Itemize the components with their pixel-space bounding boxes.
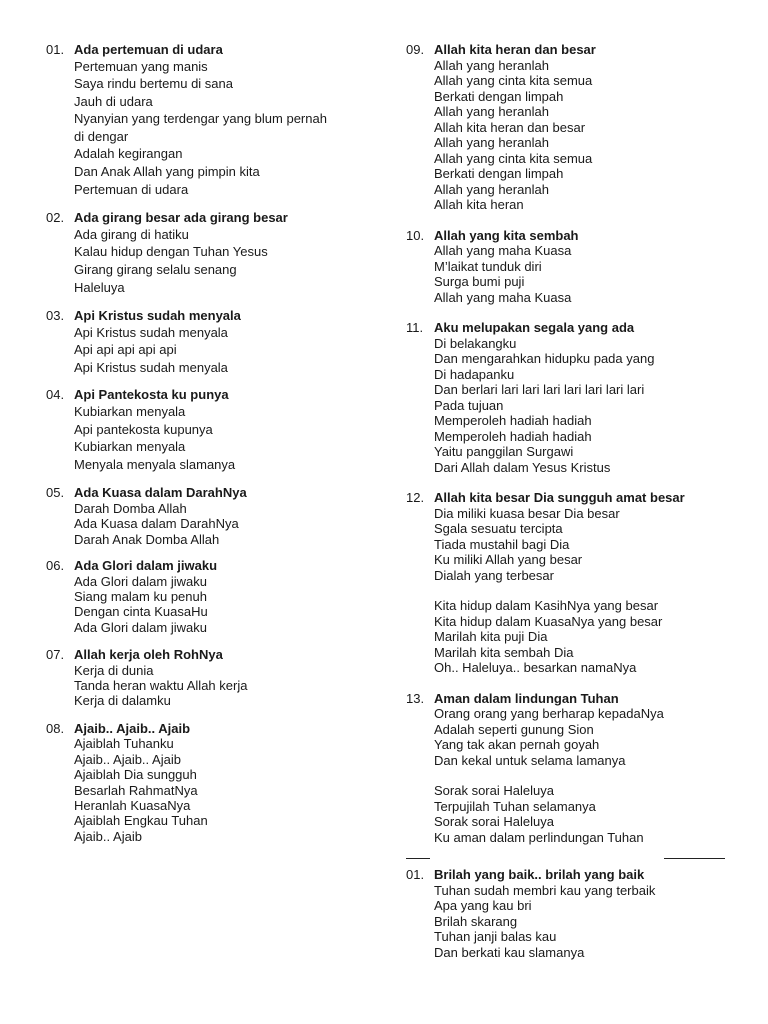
song-title: Allah yang kita sembah — [434, 227, 579, 243]
lyric-line: Ada Kuasa dalam DarahNya — [74, 516, 239, 532]
song-body — [434, 867, 736, 960]
lyric-line: Tuhan sudah membri kau yang terbaik — [434, 882, 656, 898]
lyric-line: Berkati dengan limpah — [434, 88, 564, 104]
song-body — [434, 320, 736, 475]
song-number: 02. — [46, 210, 65, 226]
lyric-line: Darah Anak Domba Allah — [74, 531, 220, 547]
song-number: 10. — [406, 227, 425, 243]
song-number: 12. — [406, 490, 425, 505]
lyric-line: Dan berkati kau slamanya — [434, 944, 585, 960]
song-body — [74, 485, 366, 547]
song-body — [434, 691, 736, 846]
lyric-line: Memperoleh hadiah hadiah — [434, 413, 592, 428]
song-title: Api Kristus sudah menyala — [74, 308, 241, 324]
lyric-line: Heranlah KuasaNya — [74, 797, 191, 813]
song-number: 11. — [406, 320, 424, 335]
lyric-line: Oh.. Haleluya.. besarkan namaNya — [434, 660, 637, 675]
song-entry — [46, 721, 366, 844]
lyric-line: Ajaib.. Ajaib.. Ajaib — [74, 751, 181, 767]
lyric-line: Siang malam ku penuh — [74, 588, 207, 604]
lyric-line: Kita hidup dalam KuasaNya yang besar — [434, 613, 663, 629]
song-number: 13. — [406, 690, 425, 706]
song-body — [74, 647, 366, 709]
song-entry — [46, 647, 366, 709]
song-title: Allah kita heran dan besar — [434, 42, 596, 57]
lyric-line: Ajaiblah Tuhanku — [74, 736, 174, 752]
lyric-line: Allah yang heranlah — [434, 104, 549, 119]
song-entry — [46, 42, 366, 198]
lyric-line: Kubiarkan menyala — [74, 403, 186, 419]
song-title: Api Pantekosta ku punya — [74, 387, 229, 403]
song-entry — [46, 387, 366, 473]
song-body — [74, 42, 366, 198]
lyric-line: M’laikat tunduk diri — [434, 258, 542, 274]
stanza-gap — [434, 583, 736, 598]
song-title: Ada Glori dalam jiwaku — [74, 558, 218, 573]
song-number: 08. — [46, 720, 65, 736]
lyric-line: Besarlah RahmatNya — [74, 782, 198, 798]
lyric-line: Dari Allah dalam Yesus Kristus — [434, 459, 611, 475]
lyric-line: Dialah yang terbesar — [434, 567, 554, 583]
lyric-line: Ada girang di hatiku — [74, 226, 189, 242]
song-title: Ajaib.. Ajaib.. Ajaib — [74, 720, 191, 736]
stanza-gap — [434, 768, 736, 783]
lyric-line: Ada Glori dalam jiwaku — [74, 573, 207, 589]
lyric-line: Menyala menyala slamanya — [74, 456, 236, 472]
lyric-line: Nyanyian yang terdengar yang blum pernah — [74, 111, 327, 127]
lyric-line: Dan Anak Allah yang pimpin kita — [74, 164, 260, 180]
song-entry — [46, 210, 366, 296]
lyric-line: di dengar — [74, 128, 129, 144]
song-number: 01. — [46, 42, 65, 57]
song-entry — [406, 691, 736, 846]
song-number: 07. — [46, 647, 65, 663]
song-number: 06. — [46, 558, 65, 573]
lyric-line: Marilah kita puji Dia — [434, 629, 548, 644]
lyric-line: Allah yang maha Kuasa — [434, 289, 572, 305]
song-body — [74, 387, 366, 473]
song-title: Allah kerja oleh RohNya — [74, 647, 223, 663]
lyric-line: Adalah kegirangan — [74, 146, 183, 162]
lyric-line: Tanda heran waktu Allah kerja — [74, 678, 248, 694]
song-title: Brilah yang baik.. brilah yang baik — [434, 867, 645, 882]
lyric-line: Berkati dengan limpah — [434, 166, 564, 181]
lyric-line: Orang orang yang berharap kepadaNya — [434, 706, 664, 721]
song-entry — [46, 485, 366, 547]
lyric-line: Allah yang heranlah — [434, 135, 549, 150]
lyric-line: Allah yang cinta kita semua — [434, 73, 593, 88]
lyric-line: Allah yang heranlah — [434, 181, 549, 197]
lyric-line: Sgala sesuatu tercipta — [434, 521, 563, 536]
lyric-line: Ku aman dalam perlindungan Tuhan — [434, 829, 644, 845]
song-entry — [46, 558, 366, 635]
lyric-line: Kalau hidup dengan Tuhan Yesus — [74, 244, 268, 260]
lyric-line: Ku miliki Allah yang besar — [434, 552, 583, 567]
lyric-line: Marilah kita sembah Dia — [434, 644, 574, 660]
section-rule-left — [406, 858, 430, 859]
song-body — [434, 490, 736, 676]
lyric-line: Ajaib.. Ajaib — [74, 828, 142, 844]
lyric-line: Tuhan janji balas kau — [434, 929, 557, 944]
section-rule-right — [664, 858, 725, 859]
lyric-line: Pertemuan di udara — [74, 181, 189, 197]
song-body — [74, 210, 366, 296]
song-title: Ada Kuasa dalam DarahNya — [74, 485, 247, 501]
lyric-line: Pada tujuan — [434, 397, 504, 413]
lyric-line: Haleluya — [74, 279, 125, 295]
lyric-line: Terpujilah Tuhan selamanya — [434, 798, 596, 814]
song-entry — [406, 867, 736, 960]
lyric-line: Darah Domba Allah — [74, 500, 187, 516]
lyric-line: Kerja di dalamku — [74, 693, 171, 709]
song-entry — [406, 228, 736, 306]
lyric-line: Allah kita heran dan besar — [434, 119, 586, 135]
song-number: 09. — [406, 42, 425, 57]
lyric-line: Api api api api api — [74, 342, 177, 358]
song-number: 05. — [46, 485, 65, 501]
lyric-line: Kita hidup dalam KasihNya yang besar — [434, 598, 659, 613]
lyric-line: Kerja di dunia — [74, 662, 154, 678]
song-title: Aku melupakan segala yang ada — [434, 320, 635, 335]
song-body — [434, 228, 736, 306]
song-title: Aman dalam lindungan Tuhan — [434, 690, 619, 706]
lyric-line: Brilah skarang — [434, 913, 518, 929]
lyric-line: Tiada mustahil bagi Dia — [434, 536, 570, 552]
song-entry — [406, 490, 736, 676]
lyric-line: Ada Glori dalam jiwaku — [74, 619, 207, 635]
lyric-line: Allah yang cinta kita semua — [434, 150, 593, 166]
lyric-line: Dan mengarahkan hidupku pada yang — [434, 351, 655, 366]
song-entry — [406, 42, 736, 213]
lyric-line: Dengan cinta KuasaHu — [74, 604, 208, 620]
lyric-line: Adalah seperti gunung Sion — [434, 721, 594, 737]
song-body — [74, 558, 366, 635]
left-column — [46, 42, 366, 844]
song-entry — [46, 308, 366, 376]
lyric-line: Memperoleh hadiah hadiah — [434, 428, 592, 444]
lyric-line: Allah yang maha Kuasa — [434, 243, 572, 258]
lyric-line: Di hadapanku — [434, 366, 515, 382]
lyric-line: Jauh di udara — [74, 93, 153, 109]
lyric-line: Girang girang selalu senang — [74, 261, 237, 277]
lyric-line: Kubiarkan menyala — [74, 439, 186, 455]
lyric-line: Apa yang kau bri — [434, 898, 532, 913]
lyric-line: Allah yang heranlah — [434, 57, 549, 73]
lyric-line: Allah kita heran — [434, 197, 524, 212]
song-number: 03. — [46, 308, 65, 324]
lyric-line: Api Kristus sudah menyala — [74, 359, 228, 375]
lyric-line: Di belakangku — [434, 335, 517, 351]
lyric-line: Api pantekosta kupunya — [74, 421, 213, 437]
lyric-line: Surga bumi puji — [434, 274, 525, 289]
song-title: Allah kita besar Dia sungguh amat besar — [434, 490, 685, 505]
lyric-line: Yang tak akan pernah goyah — [434, 737, 600, 752]
song-title: Ada girang besar ada girang besar — [74, 210, 288, 226]
lyric-line: Yaitu panggilan Surgawi — [434, 444, 574, 459]
lyric-line: Pertemuan yang manis — [74, 58, 208, 74]
lyric-line: Saya rindu bertemu di sana — [74, 76, 233, 92]
lyric-line: Sorak sorai Haleluya — [434, 814, 554, 829]
song-number: 04. — [46, 387, 65, 403]
right-column — [406, 42, 736, 960]
song-body — [74, 721, 366, 844]
lyric-line: Dia miliki kuasa besar Dia besar — [434, 505, 620, 521]
lyric-line: Sorak sorai Haleluya — [434, 783, 554, 798]
song-body — [74, 308, 366, 376]
lyric-line: Dan berlari lari lari lari lari lari lari lari — [434, 382, 645, 397]
lyric-line: Dan kekal untuk selama lamanya — [434, 752, 626, 768]
lyric-line: Ajaiblah Dia sungguh — [74, 767, 197, 783]
lyric-line: Ajaiblah Engkau Tuhan — [74, 813, 208, 829]
song-title: Ada pertemuan di udara — [74, 42, 223, 57]
song-number: 01. — [406, 867, 425, 882]
lyric-line: Api Kristus sudah menyala — [74, 324, 228, 340]
song-entry — [406, 320, 736, 475]
song-body — [434, 42, 736, 213]
